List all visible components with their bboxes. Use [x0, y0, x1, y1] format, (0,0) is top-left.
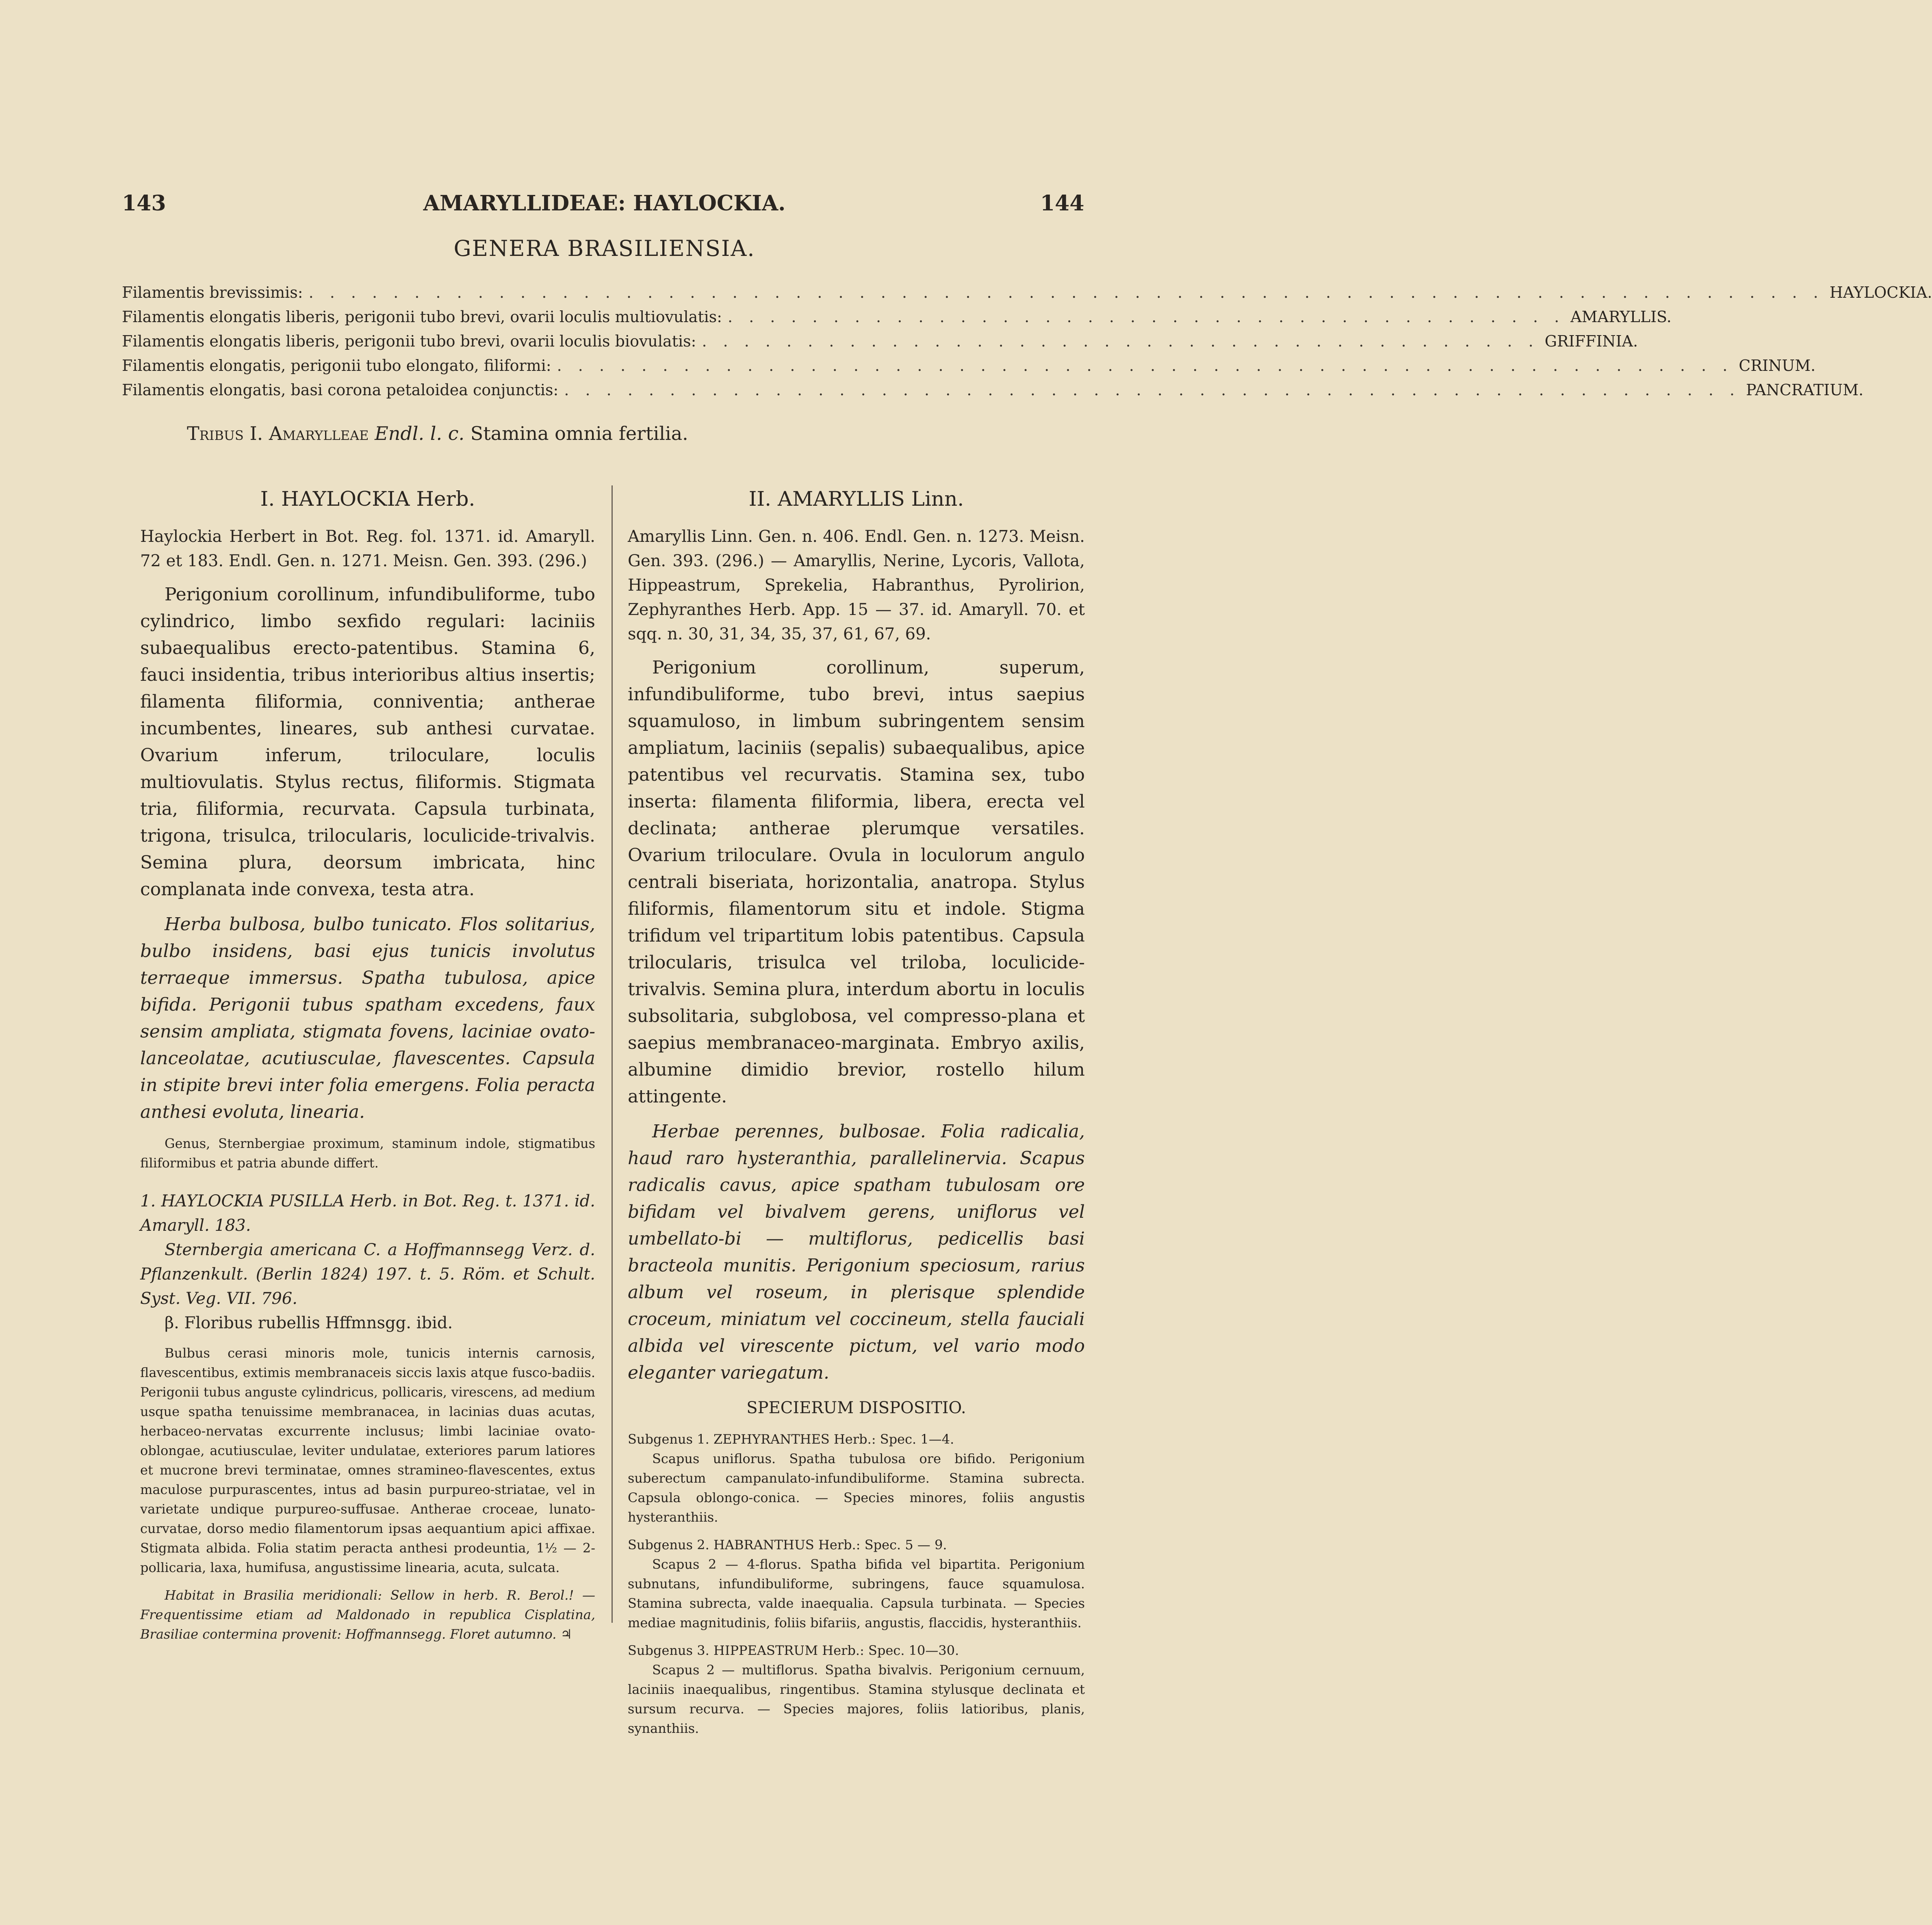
subgenus-title: Subgenus 3. HIPPEASTRUM Herb.: Spec. 10—30. [628, 1643, 959, 1658]
species-title: 1. HAYLOCKIA PUSILLA Herb. in Bot. Reg. t. 1371. id. Amaryll. 183. [140, 1192, 595, 1235]
key-genus: HAYLOCKIA. [1829, 284, 1932, 301]
key-text: Filamentis elongatis, perigonii tubo elongato, filiformi: [122, 357, 551, 375]
key-genus: GRIFFINIA. [1544, 332, 1638, 350]
key-row: Filamentis elongatis, basi corona petaloidea conjunctis: . . . . . . . . . . . . . . . . . . . . . . . . . . . . . . . . . . . . . . . . . . . . . . . . . . . . . . . . PANCRATIUM. [122, 378, 1097, 402]
page-number-right: 144 [1040, 191, 1084, 216]
genus-synonymy: Haylockia Herbert in Bot. Reg. fol. 1371. id. Amaryll. 72 et 183. Endl. Gen. n. 1271. Meisn. Gen. 393. (296.) [140, 527, 595, 570]
genus-note: Genus, Sternbergiae proximum, staminum indole, stigmatibus filiformibus et patria abunde differt. [140, 1136, 595, 1171]
genera-key [122, 280, 1932, 402]
species-description: Bulbus cerasi minoris mole, tunicis internis carnosis, flavescentibus, extimis membranaceis siccis laxis atque fusco-badiis. Perigonii tubus anguste cylindricus, pollicaris, virescens, ad medium usque spatha tenuissime membranacea, in lacinias duas acutas, herbaceo-nervatas excurrente inclusus; limbi laciniae ovato-oblongae, acutiusculae, leviter undulatae, exteriores parum latiores et mucrone brevi terminatae, omnes stramineo-flavescentes, extus maculose purpurascentes, intus ad basin purpureo-striatae, vel in varietate undique purpureo-suffusae. Antherae croceae, lunato-curvatae, dorso medio filamentorum ipsas aequantium apici affixae. Stigmata albida. Folia statim peracta anthesi prodeuntia, 1½ — 2-pollicaria, laxa, humifusa, angustissime linearia, acuta, sulcata. [140, 1345, 595, 1575]
genus-description: Perigonium corollinum, superum, infundibuliforme, tubo brevi, intus saepius squamuloso, in limbum subringentem sensim ampliatum, laciniis (sepalis) subaequalibus, apice patentibus vel recurvatis. Stamina sex, tubo inserta: filamenta filiformia, libera, erecta vel declinata; antherae plerumque versatiles. Ovarium triloculare. Ovula in loculorum angulo centrali biseriata, horizontalia, anatropa. Stylus filiformis, filamentorum situ et indole. Stigma trifidum vel tripartitum lobis patentibus. Capsula trilocularis, trisulca vel triloba, loculicide-trivalvis. Semina plura, interdum abortu in loculis subsolitaria, subglobosa, vel compresso-plana et saepius membranaceo-marginata. Embryo axilis, albumine dimidio brevior, rostello hilum attingente. [628, 657, 1085, 1107]
key-text: Filamentis elongatis liberis, perigonii tubo brevi, ovarii loculis multiovulatis: [122, 308, 722, 326]
genus-description: Perigonium corollinum, infundibuliforme, tubo cylindrico, limbo sexfido regulari: laciniis subaequalibus erecto-patentibus. Stamina 6, fauci insidentia, tribus interioribus altius insertis; filamenta filiformia, conniventia; antherae incumbentes, lineares, sub anthesi curvatae. Ovarium inferum, triloculare, loculis multiovulatis. Stylus rectus, filiformis. Stigmata tria, filiformia, recurvata. Capsula turbinata, trigona, trisulca, trilocularis, loculicide-trivalvis. Semina plura, deorsum imbricata, hinc complanata inde convexa, testa atra. [140, 584, 595, 900]
key-genus: PANCRATIUM. [1746, 381, 1864, 399]
genus-synonymy: Amaryllis Linn. Gen. n. 406. Endl. Gen. n. 1273. Meisn. Gen. 393. (296.) — Amaryllis, Nerine, Lycoris, Vallota, Hippeastrum, Sprekelia, Habranthus, Pyrolirion, Zephyranthes Herb. App. 15 — 37. id. Amaryll. 70. et sqq. n. 30, 31, 34, 35, 37, 61, 67, 69. [628, 527, 1085, 643]
species-disposition-title: SPECIERUM DISPOSITIO. [746, 1399, 966, 1417]
key-row: Filamentis elongatis liberis, perigonii tubo brevi, ovarii loculis multiovulatis: . . . . . . . . . . . . . . . . . . . . . . . . . . . . . . . . . . . . . . . . AMARYLLIS. [122, 305, 1097, 329]
subgenus-title: Subgenus 1. ZEPHYRANTHES Herb.: Spec. 1—4. [628, 1431, 954, 1447]
species-variety: β. Floribus rubellis Hffmnsgg. ibid. [165, 1314, 453, 1332]
genera-title: GENERA BRASILIENSIA. [453, 236, 755, 261]
tribus-desc: Stamina omnia fertilia. [470, 422, 688, 444]
subgenus-description: Scapus 2 — 4-florus. Spatha bifida vel bipartita. Perigonium subnutans, infundibuliforme, subringens, fauce squamulosa. Stamina subrecta, valde inaequalia. Capsula turbinata. — Species mediae magnitudinis, foliis bifariis, angustis, flaccidis, hysteranthiis. [628, 1557, 1085, 1631]
key-row: Filamentis elongatis liberis, perigonii tubo brevi, ovarii loculis biovulatis: . . . . . . . . . . . . . . . . . . . . . . . . . . . . . . . . . . . . . . . . GRIFFINIA. [122, 329, 1097, 353]
genus-title-amaryllis: II. AMARYLLIS Linn. [748, 487, 964, 511]
habit-description: Herbae perennes, bulbosae. Folia radicalia, haud raro hysteranthia, parallelinervia. Scapus radicalis cavus, apice spatham tubulosam ore bifidam vel bivalvem gerens, uniflorus vel umbellato-bi — multiflorus, pedicellis basi bracteola munitis. Perigonium speciosum, rarius album vel roseum, in plerisque splendide croceum, miniatum vel coccineum, stella fauciali albida vel virescente pictum, vel vario modo eleganter variegatum. [628, 1121, 1085, 1383]
key-text: Filamentis elongatis liberis, perigonii tubo brevi, ovarii loculis biovulatis: [122, 332, 696, 350]
key-row: Filamentis elongatis, perigonii tubo elongato, filiformi: . . . . . . . . . . . . . . . . . . . . . . . . . . . . . . . . . . . . . . . . . . . . . . . . . . . . . . . . CRINUM. [122, 353, 1097, 378]
running-title: AMARYLLIDEAE: HAYLOCKIA. [423, 191, 786, 216]
key-text: Filamentis elongatis, basi corona petaloidea conjunctis: [122, 381, 559, 399]
subgenus-title: Subgenus 2. HABRANTHUS Herb.: Spec. 5 — 9. [628, 1537, 947, 1553]
subgenus-description: Scapus 2 — multiflorus. Spatha bivalvis. Perigonium cernuum, laciniis inaequalibus, ringentibus. Stamina stylusque declinata et sursum recurva. — Species majores, foliis latioribus, planis, synanthiis. [628, 1662, 1085, 1736]
left-column [140, 485, 595, 1644]
genus-title-haylockia: I. HAYLOCKIA Herb. [260, 487, 475, 511]
key-genus: CRINUM. [1739, 357, 1816, 375]
key-text: Filamentis brevissimis: [122, 284, 303, 301]
habit-description: Herba bulbosa, bulbo tunicato. Flos solitarius, bulbo insidens, basi ejus tunicis involutus terraeque immersus. Spatha tubulosa, apice bifida. Perigonii tubus spatham excedens, faux sensim ampliata, stigmata fovens, laciniae ovato-lanceolatae, acutiusculae, flavescentes. Capsula in stipite brevi inter folia emergens. Folia peracta anthesi evoluta, linearia. [140, 914, 595, 1122]
right-column [628, 485, 1085, 1738]
tribus-heading [187, 422, 688, 444]
key-row: Filamentis brevissimis: . . . . . . . . . . . . . . . . . . . . . . . . . . . . . . . . . . . . . . . . . . . . . . . . . . . . . . . . . . . . . . . . . . . . . . . . HAYLOCKIA. [122, 280, 1097, 305]
species-synonymy: Sternbergia americana C. a Hoffmannsegg Verz. d. Pflanzenkult. (Berlin 1824) 197. t. 5. Röm. et Schult. Syst. Veg. VII. 796. [140, 1241, 595, 1308]
column-divider [611, 485, 613, 1623]
tribus-ref: Endl. l. c. [375, 422, 465, 444]
species-habitat: Habitat in Brasilia meridionali: Sellow in herb. R. Berol.! — Frequentissime etiam ad Maldonado in republica Cisplatina, Brasiliae contermina provenit: Hoffmannsegg. Floret autumno. ♃ [140, 1587, 595, 1642]
key-genus: AMARYLLIS. [1570, 308, 1672, 326]
page-number-left: 143 [122, 191, 166, 216]
subgenus-description: Scapus uniflorus. Spatha tubulosa ore bifido. Perigonium suberectum campanulato-infundibuliforme. Stamina subrecta. Capsula oblongo-conica. — Species minores, foliis angustis hysteranthiis. [628, 1451, 1085, 1525]
tribus-label: Tribus I. Amarylleae [187, 422, 369, 444]
